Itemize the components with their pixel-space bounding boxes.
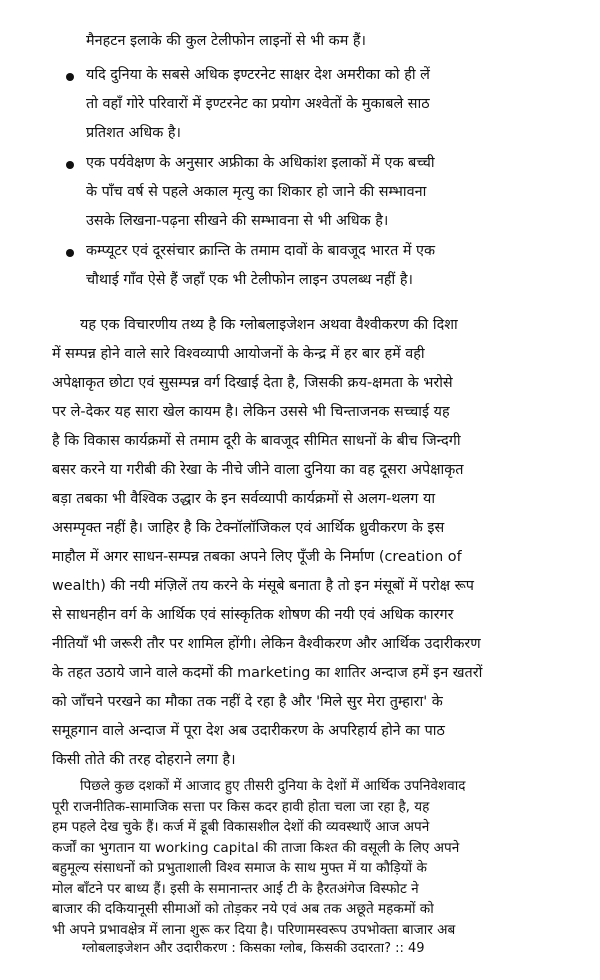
- bullet-1-line-3: प्रतिशत अधिक है।: [86, 125, 181, 141]
- bullet-1-line-2: तो वहाँ गोरे परिवारों में इण्टरनेट का प्रयोग अश्वेतों के मुकाबले साठ: [86, 96, 430, 112]
- paragraph-2-line: बहुमूल्य संसाधनों को प्रभुताशाली विश्व समाज के साथ मुफ्त में या कौड़ियों के: [52, 860, 427, 876]
- bullet-1-line-1: यदि दुनिया के सबसे अधिक इण्टरनेट साक्षर देश अमरीका को ही लें: [86, 67, 430, 83]
- bullet-2-line-3: उसके लिखना-पढ़ना सीखने की सम्भावना से भी अधिक है।: [86, 213, 389, 229]
- paragraph-2-line: कर्जों का भुगतान या working capital की ताजा किश्त की वसूली के लिए अपने: [52, 839, 460, 856]
- paragraph-1-line: wealth) की नयी मंज़िलें तय करने के मंसूबे बनाता है तो इन मंसूबों में परोक्ष रूप: [52, 578, 474, 594]
- paragraph-1-line: किसी तोते की तरह दोहराने लगा है।: [52, 752, 236, 768]
- bullet-icon: [66, 161, 74, 169]
- bullet-2-line-1: एक पर्यवेक्षण के अनुसार अफ्रीका के अधिकांश इलाकों में एक बच्ची: [86, 155, 435, 171]
- paragraph-2-line: हम पहले देख चुके हैं। कर्ज में डूबी विकासशील देशों की व्यवस्थाएँ आज अपने: [52, 819, 430, 835]
- paragraph-1-line: से साधनहीन वर्ग के आर्थिक एवं सांस्कृतिक शोषण की नयी एवं अधिक कारगर: [52, 607, 454, 623]
- paragraph-1-line: नीतियाँ भी जरूरी तौर पर शामिल होंगी। लेकिन वैश्वीकरण और आर्थिक उदारीकरण: [52, 636, 481, 652]
- bullet-icon: [66, 249, 74, 257]
- bullet-3-line-1: कम्प्यूटर एवं दूरसंचार क्रान्ति के तमाम दावों के बावजूद भारत में एक: [86, 243, 436, 259]
- paragraph-1-line: समूहगान वाले अन्दाज में पूरा देश अब उदारीकरण के अपरिहार्य होने का पाठ: [52, 723, 445, 739]
- bullet-continuation-line: मैनहटन इलाके की कुल टेलीफोन लाइनों से भी कम हैं।: [86, 33, 366, 49]
- bullet-2-line-2: के पाँच वर्ष से पहले अकाल मृत्यु का शिकार हो जाने की सम्भावना: [86, 184, 427, 200]
- paragraph-1-line: असम्पृक्त नहीं है। जाहिर है कि टेक्नॉलॉजिकल एवं आर्थिक ध्रुवीकरण के इस: [52, 520, 445, 536]
- paragraph-1-line: है कि विकास कार्यक्रमों से तमाम दूरी के बावजूद सीमित साधनों के बीच जिन्दगी: [52, 433, 461, 449]
- paragraph-1-line: बड़ा तबका भी वैश्विक उद्धार के इन सर्वव्यापी कार्यक्रमों से अलग-थलग या: [52, 491, 436, 507]
- paragraph-1-line: बसर करने या गरीबी की रेखा के नीचे जीने वाला दुनिया का वह दूसरा अपेक्षाकृत: [52, 462, 464, 478]
- bullet-icon: [66, 73, 74, 81]
- paragraph-2-line: भी अपने प्रभावक्षेत्र में लाना शुरू कर दिया है। परिणामस्वरूप उपभोक्ता बाजार अब: [52, 921, 456, 938]
- paragraph-1-line: पर ले-देकर यह सारा खेल कायम है। लेकिन उससे भी चिन्ताजनक सच्चाई यह: [52, 404, 450, 420]
- page-footer-running-title: ग्लोबलाइजेशन और उदारीकरण : किसका ग्लोब, किसकी उदारता? :: 49: [82, 941, 425, 956]
- paragraph-2-line: मोल बाँटने पर बाध्य हैं। इसी के समानान्तर आई टी के हैरतअंगेज विस्फोट ने: [52, 880, 419, 897]
- paragraph-1-line: को जाँचने परखने का मौका तक नहीं दे रहा है और 'मिले सुर मेरा तुम्हारा' के: [52, 694, 443, 710]
- paragraph-1-line: माहौल में अगर साधन-सम्पन्न तबका अपने लिए पूँजी के निर्माण (creation of: [52, 549, 462, 565]
- paragraph-1-line: में सम्पन्न होने वाले सारे विश्वव्यापी आयोजनों के केन्द्र में हर बार हमें वही: [52, 346, 425, 362]
- paragraph-2-line: पूरी राजनीतिक-सामाजिक सत्ता पर किस कदर हावी होता चला जा रहा है, यह: [52, 798, 430, 815]
- paragraph-1-line: अपेक्षाकृत छोटा एवं सुसम्पन्न वर्ग दिखाई देता है, जिसकी क्रय-क्षमता के भरोसे: [52, 375, 453, 391]
- paragraph-2-line: पिछले कुछ दशकों में आजाद हुए तीसरी दुनिया के देशों में आर्थिक उपनिवेशवाद: [80, 778, 466, 794]
- bullet-3-line-2: चौथाई गाँव ऐसे हैं जहाँ एक भी टेलीफोन लाइन उपलब्ध नहीं है।: [86, 272, 413, 288]
- paragraph-2-line: बाजार की दकियानूसी सीमाओं को तोड़कर नये एवं अब तक अछूते महकमों को: [52, 901, 434, 917]
- paragraph-1-line: यह एक विचारणीय तथ्य है कि ग्लोबलाइजेशन अथवा वैश्वीकरण की दिशा: [80, 317, 458, 333]
- paragraph-1-line: के तहत उठाये जाने वाले कदमों की marketing का शातिर अन्दाज हमें इन खतरों: [52, 665, 483, 681]
